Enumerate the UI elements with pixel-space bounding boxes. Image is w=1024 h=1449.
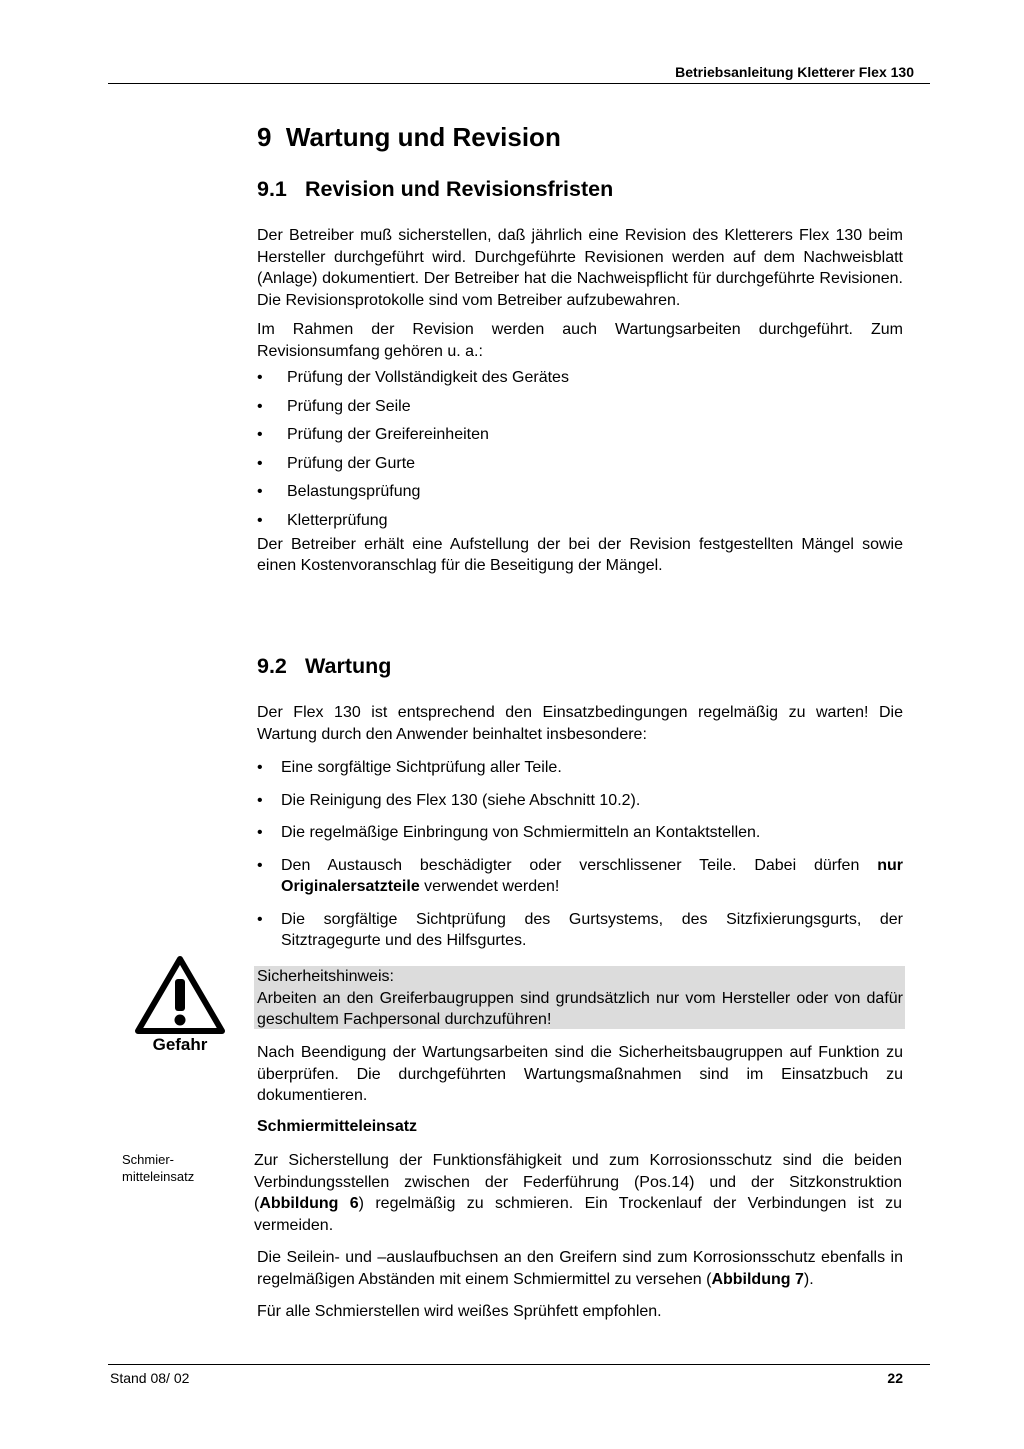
list-item: • Eine sorgfältige Sichtprüfung aller Teile.: [257, 757, 903, 779]
chapter-title: 9 Wartung und Revision: [257, 122, 561, 152]
paragraph: Der Betreiber muß sicherstellen, daß jährlich eine Revision des Kletterers Flex 130 beim Hersteller durchgeführt wird. Durchgeführte Revisionen werden auf dem Nachweisblatt (Anlage) dokumentiert. Der Betreiber hat die Nachweispflicht für durchgeführte Revisionen. Die Revisionsprotokolle sind vom Betreiber aufzubewahren.: [257, 227, 903, 309]
list-item: • Prüfung der Greifereinheiten: [257, 424, 903, 453]
paragraph: Die Seilein- und –auslaufbuchsen an den Greifern sind zum Korrosionsschutz ebenfalls in regelmäßigen Abständen mit einem Schmiermittel zu versehen (Abbildung 7).: [257, 1249, 903, 1288]
section-number: 9.1: [257, 177, 287, 201]
list-item: • Belastungsprüfung: [257, 481, 903, 510]
header-rule: [108, 83, 930, 84]
safety-notice-heading: Sicherheitshinweis:: [257, 968, 394, 985]
list-item: • Die sorgfältige Sichtprüfung des Gurtsystems, des Sitzfixierungsgurts, der Sitztragegurte und des Hilfsgurtes.: [257, 910, 903, 949]
lube-body: [254, 1150, 902, 1236]
warning-triangle-icon: [134, 955, 226, 1035]
paragraph: Zur Sicherstellung der Funktionsfähigkeit und zum Korrosionsschutz sind die beiden Verbindungsstellen zwischen der Federführung (Pos.14) und der Sitzkonstruktion (Abbildung 6) regelmäßig zu schmieren. Ein Trockenlauf der Verbindungen ist zu vermeiden.: [254, 1152, 902, 1234]
paragraph: Im Rahmen der Revision werden auch Wartungsarbeiten durchgeführt. Zum Revisionsumfang gehören u. a.:: [257, 321, 903, 360]
bullet-glyph: •: [257, 397, 263, 415]
bullet-glyph: •: [257, 454, 263, 472]
section-9-1-body: [257, 225, 903, 577]
section-number: 9.2: [257, 654, 287, 678]
margin-note: Schmier- mitteleinsatz: [122, 1152, 195, 1184]
section-heading-9-2: [257, 654, 391, 679]
page-number: 22: [887, 1370, 903, 1386]
header-title: Betriebsanleitung Kletterer Flex 130: [675, 64, 914, 80]
list-item: • Prüfung der Gurte: [257, 453, 903, 482]
safety-notice-text: Arbeiten an den Greiferbaugruppen sind grundsätzlich nur vom Hersteller oder von dafür geschultem Fachpersonal durchzuführen!: [257, 989, 903, 1028]
list-item: • Kletterprüfung: [257, 510, 903, 534]
bullet-glyph: •: [257, 369, 263, 386]
list-item: • Die regelmäßige Einbringung von Schmiermitteln an Kontaktstellen.: [257, 822, 903, 844]
bullet-glyph: •: [257, 483, 263, 500]
revision-list: [257, 367, 903, 534]
bullet-glyph: •: [257, 856, 263, 874]
list-item: • Prüfung der Seile: [257, 396, 903, 425]
lube-body-2: [257, 1247, 903, 1323]
section-title: Revision und Revisionsfristen: [305, 177, 614, 201]
footer-rule: [108, 1364, 930, 1365]
paragraph: Nach Beendigung der Wartungsarbeiten sind die Sicherheitsbaugruppen auf Funktion zu überprüfen. Die durchgeführten Wartungsmaßnahmen sind im Einsatzbuch zu dokumentieren.: [257, 1044, 903, 1104]
bullet-glyph: •: [257, 824, 263, 841]
maintenance-list: [257, 757, 903, 952]
safety-notice: [257, 966, 903, 1031]
danger-warning: [134, 955, 226, 1055]
section-9-2-body: [257, 702, 903, 963]
paragraph: Für alle Schmierstellen wird weißes Sprühfett empfohlen.: [257, 1303, 662, 1320]
paragraph: Der Flex 130 ist entsprechend den Einsatzbedingungen regelmäßig zu warten! Die Wartung durch den Anwender beinhaltet insbesondere:: [257, 704, 903, 743]
list-item: • Prüfung der Vollständigkeit des Gerätes: [257, 367, 903, 396]
bullet-glyph: •: [257, 426, 263, 443]
footer-date: Stand 08/ 02: [110, 1370, 190, 1386]
bullet-glyph: •: [257, 910, 263, 928]
bullet-glyph: •: [257, 791, 263, 809]
bullet-glyph: •: [257, 759, 263, 776]
paragraph: Der Betreiber erhält eine Aufstellung der bei der Revision festgestellten Mängel sowie einen Kostenvoranschlag für die Beseitigung der Mängel.: [257, 535, 903, 574]
section-title: Wartung: [305, 654, 392, 678]
section-9-2-continued: [257, 1042, 903, 1137]
lube-heading: Schmiermitteleinsatz: [257, 1117, 418, 1135]
danger-label: Gefahr: [152, 1035, 208, 1054]
bullet-glyph: •: [257, 511, 263, 529]
list-item: • Die Reinigung des Flex 130 (siehe Abschnitt 10.2).: [257, 790, 903, 812]
section-heading-9-1: [257, 177, 613, 202]
list-item: • Den Austausch beschädigter oder verschlissener Teile. Dabei dürfen nur Originalersatzteile verwendet werden!: [257, 856, 903, 895]
